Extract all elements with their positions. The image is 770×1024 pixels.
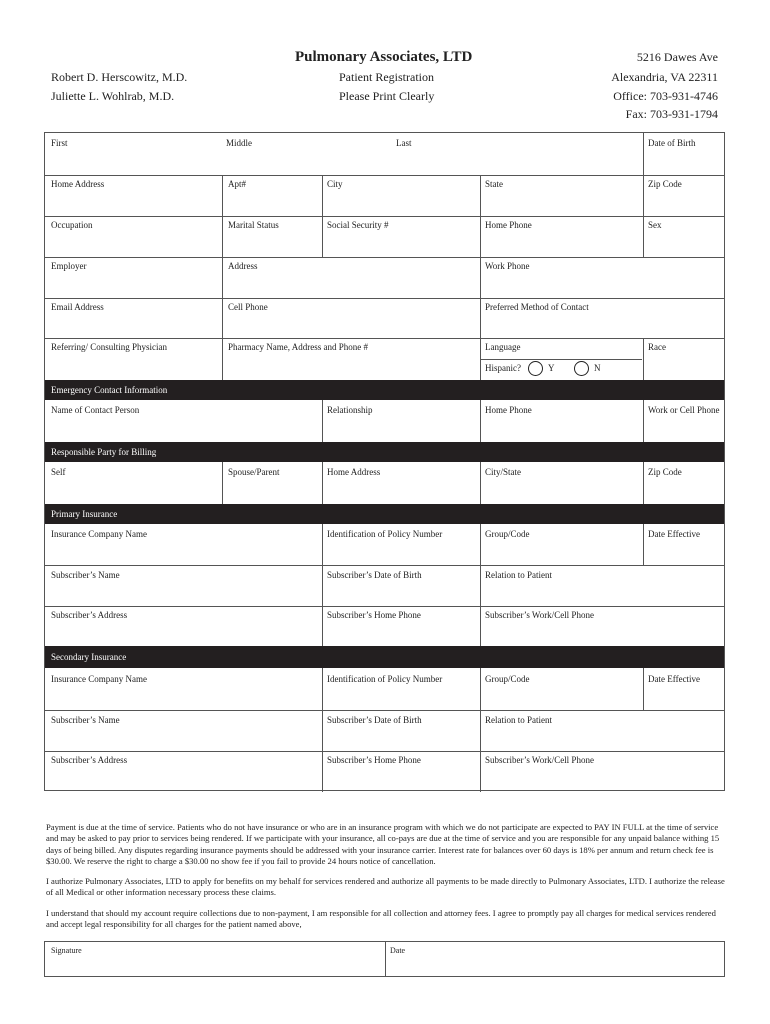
signature-date-field[interactable]: Date	[390, 946, 406, 955]
payment-policy: Payment is due at the time of service. Patients who do not have insurance or who are in an insurance program with which we do not participate are expected to PAY IN FULL at the time of service and may be asked to pay prior to services being rendered. If we participate with your insurance, all co-pays are due at the time of service and you are responsible for any unpaid balance withing 15 days of being billed. Any disputes regarding insurance payments should be addressed with your insurance carrier. Interest rate for balances over 60 days is 18% per annum and return check fee is $30.00. We reserve the right to charge a $30.00 no show fee if you fail to provide 24 hours notice of cancellation.	[46, 822, 720, 866]
divider	[45, 257, 724, 258]
divider	[385, 942, 386, 976]
secondary-subscriber-home-phone-field[interactable]: Subscriber’s Home Phone	[327, 755, 421, 765]
billing-address-field[interactable]: Home Address	[327, 467, 381, 477]
secondary-insurance-heading: Secondary Insurance	[45, 646, 724, 668]
divider	[480, 668, 481, 792]
ssn-field[interactable]: Social Security #	[327, 220, 389, 230]
divider	[222, 462, 223, 504]
billing-self-field[interactable]: Self	[51, 467, 66, 477]
authorization-statement: I authorize Pulmonary Associates, LTD to apply for benefits on my behalf for services rendered and authorize all payments to be made directly to Pulmonary Associates, LTD. I authorize the release of all Medical or other information necessary process these claims.	[46, 876, 725, 898]
emergency-work-phone-field[interactable]: Work or Cell Phone	[648, 405, 720, 415]
primary-relation-field[interactable]: Relation to Patient	[485, 570, 552, 580]
primary-subscriber-home-phone-field[interactable]: Subscriber’s Home Phone	[327, 610, 421, 620]
apt-field[interactable]: Apt#	[228, 179, 246, 189]
first-name-field[interactable]: First	[51, 138, 68, 148]
form-subtitle: Patient Registration	[339, 70, 434, 84]
divider	[643, 175, 644, 257]
divider	[222, 175, 223, 380]
primary-subscriber-address-field[interactable]: Subscriber’s Address	[51, 610, 128, 620]
middle-name-field[interactable]: Middle	[226, 138, 252, 148]
hispanic-no-radio[interactable]	[574, 361, 589, 376]
billing-heading: Responsible Party for Billing	[45, 442, 724, 462]
divider	[322, 175, 323, 257]
hispanic-yes-label: Y	[548, 363, 555, 373]
primary-company-field[interactable]: Insurance Company Name	[51, 529, 147, 539]
primary-effective-field[interactable]: Date Effective	[648, 529, 701, 539]
divider	[45, 298, 724, 299]
primary-group-field[interactable]: Group/Code	[485, 529, 530, 539]
primary-insurance-heading: Primary Insurance	[45, 504, 724, 524]
pharmacy-field[interactable]: Pharmacy Name, Address and Phone #	[228, 342, 368, 352]
employer-field[interactable]: Employer	[51, 261, 87, 271]
hispanic-no-label: N	[594, 363, 601, 373]
date-of-birth-field[interactable]: Date of Birth	[648, 138, 696, 148]
contact-method-field[interactable]: Preferred Method of Contact	[485, 302, 589, 312]
race-field[interactable]: Race	[648, 342, 666, 352]
billing-zip-field[interactable]: Zip Code	[648, 467, 682, 477]
practice-office-phone: Office: 703-931-4746	[613, 89, 718, 103]
last-name-field[interactable]: Last	[396, 138, 412, 148]
secondary-relation-field[interactable]: Relation to Patient	[485, 715, 552, 725]
primary-policy-field[interactable]: Identification of Policy Number	[327, 529, 443, 539]
practice-title: Pulmonary Associates, LTD	[295, 49, 473, 65]
contact-person-field[interactable]: Name of Contact Person	[51, 405, 140, 415]
doctor-name: Robert D. Herscowitz, M.D.	[51, 70, 188, 84]
cell-phone-field[interactable]: Cell Phone	[228, 302, 268, 312]
secondary-subscriber-name-field[interactable]: Subscriber’s Name	[51, 715, 120, 725]
divider	[45, 338, 724, 339]
primary-subscriber-dob-field[interactable]: Subscriber’s Date of Birth	[327, 570, 422, 580]
referring-physician-field[interactable]: Referring/ Consulting Physician	[51, 342, 167, 352]
billing-city-state-field[interactable]: City/State	[485, 467, 521, 477]
registration-form	[44, 132, 725, 791]
sex-field[interactable]: Sex	[648, 220, 662, 230]
zip-code-field[interactable]: Zip Code	[648, 179, 682, 189]
signature-box	[44, 941, 725, 977]
emergency-home-phone-field[interactable]: Home Phone	[485, 405, 532, 415]
divider	[322, 524, 323, 646]
divider	[322, 668, 323, 792]
divider	[45, 606, 724, 607]
divider	[643, 668, 644, 710]
state-field[interactable]: State	[485, 179, 503, 189]
primary-subscriber-work-phone-field[interactable]: Subscriber’s Work/Cell Phone	[485, 610, 594, 620]
divider	[643, 133, 644, 175]
secondary-effective-field[interactable]: Date Effective	[648, 674, 701, 684]
home-address-field[interactable]: Home Address	[51, 179, 105, 189]
practice-city: Alexandria, VA 22311	[611, 70, 718, 84]
secondary-subscriber-work-phone-field[interactable]: Subscriber’s Work/Cell Phone	[485, 755, 594, 765]
relationship-field[interactable]: Relationship	[327, 405, 373, 415]
divider	[322, 462, 323, 504]
divider	[480, 175, 481, 380]
divider	[643, 338, 644, 380]
divider	[480, 524, 481, 646]
divider	[45, 710, 724, 711]
divider	[643, 524, 644, 565]
collections-statement: I understand that should my account require collections due to non-payment, I am responsible for all collection and attorney fees. I agree to promptly pay all charges for medical services rendered and accept legal responsibility for all charges for the patient named above,	[46, 908, 716, 930]
hispanic-label: Hispanic?	[485, 363, 521, 373]
home-phone-field[interactable]: Home Phone	[485, 220, 532, 230]
divider	[643, 400, 644, 442]
doctor-name: Juliette L. Wohlrab, M.D.	[51, 89, 175, 103]
primary-subscriber-name-field[interactable]: Subscriber’s Name	[51, 570, 120, 580]
city-field[interactable]: City	[327, 179, 343, 189]
email-field[interactable]: Email Address	[51, 302, 104, 312]
emergency-heading: Emergency Contact Information	[45, 380, 724, 400]
divider	[45, 175, 724, 176]
secondary-group-field[interactable]: Group/Code	[485, 674, 530, 684]
secondary-company-field[interactable]: Insurance Company Name	[51, 674, 147, 684]
practice-fax: Fax: 703-931-1794	[625, 107, 718, 121]
divider	[45, 216, 724, 217]
divider	[480, 400, 481, 442]
language-field[interactable]: Language	[485, 342, 521, 352]
divider	[45, 751, 724, 752]
billing-spouse-field[interactable]: Spouse/Parent	[228, 467, 280, 477]
signature-field[interactable]: Signature	[51, 946, 82, 955]
employer-address-field[interactable]: Address	[228, 261, 258, 271]
practice-street: 5216 Dawes Ave	[636, 50, 718, 64]
secondary-policy-field[interactable]: Identification of Policy Number	[327, 674, 443, 684]
occupation-field[interactable]: Occupation	[51, 220, 93, 230]
secondary-subscriber-address-field[interactable]: Subscriber’s Address	[51, 755, 128, 765]
form-instruction: Please Print Clearly	[339, 89, 435, 103]
hispanic-yes-radio[interactable]	[528, 361, 543, 376]
secondary-subscriber-dob-field[interactable]: Subscriber’s Date of Birth	[327, 715, 422, 725]
divider	[643, 462, 644, 504]
divider	[322, 400, 323, 442]
marital-status-field[interactable]: Marital Status	[228, 220, 279, 230]
divider	[45, 565, 724, 566]
work-phone-field[interactable]: Work Phone	[485, 261, 530, 271]
divider	[480, 462, 481, 504]
divider	[480, 359, 642, 360]
